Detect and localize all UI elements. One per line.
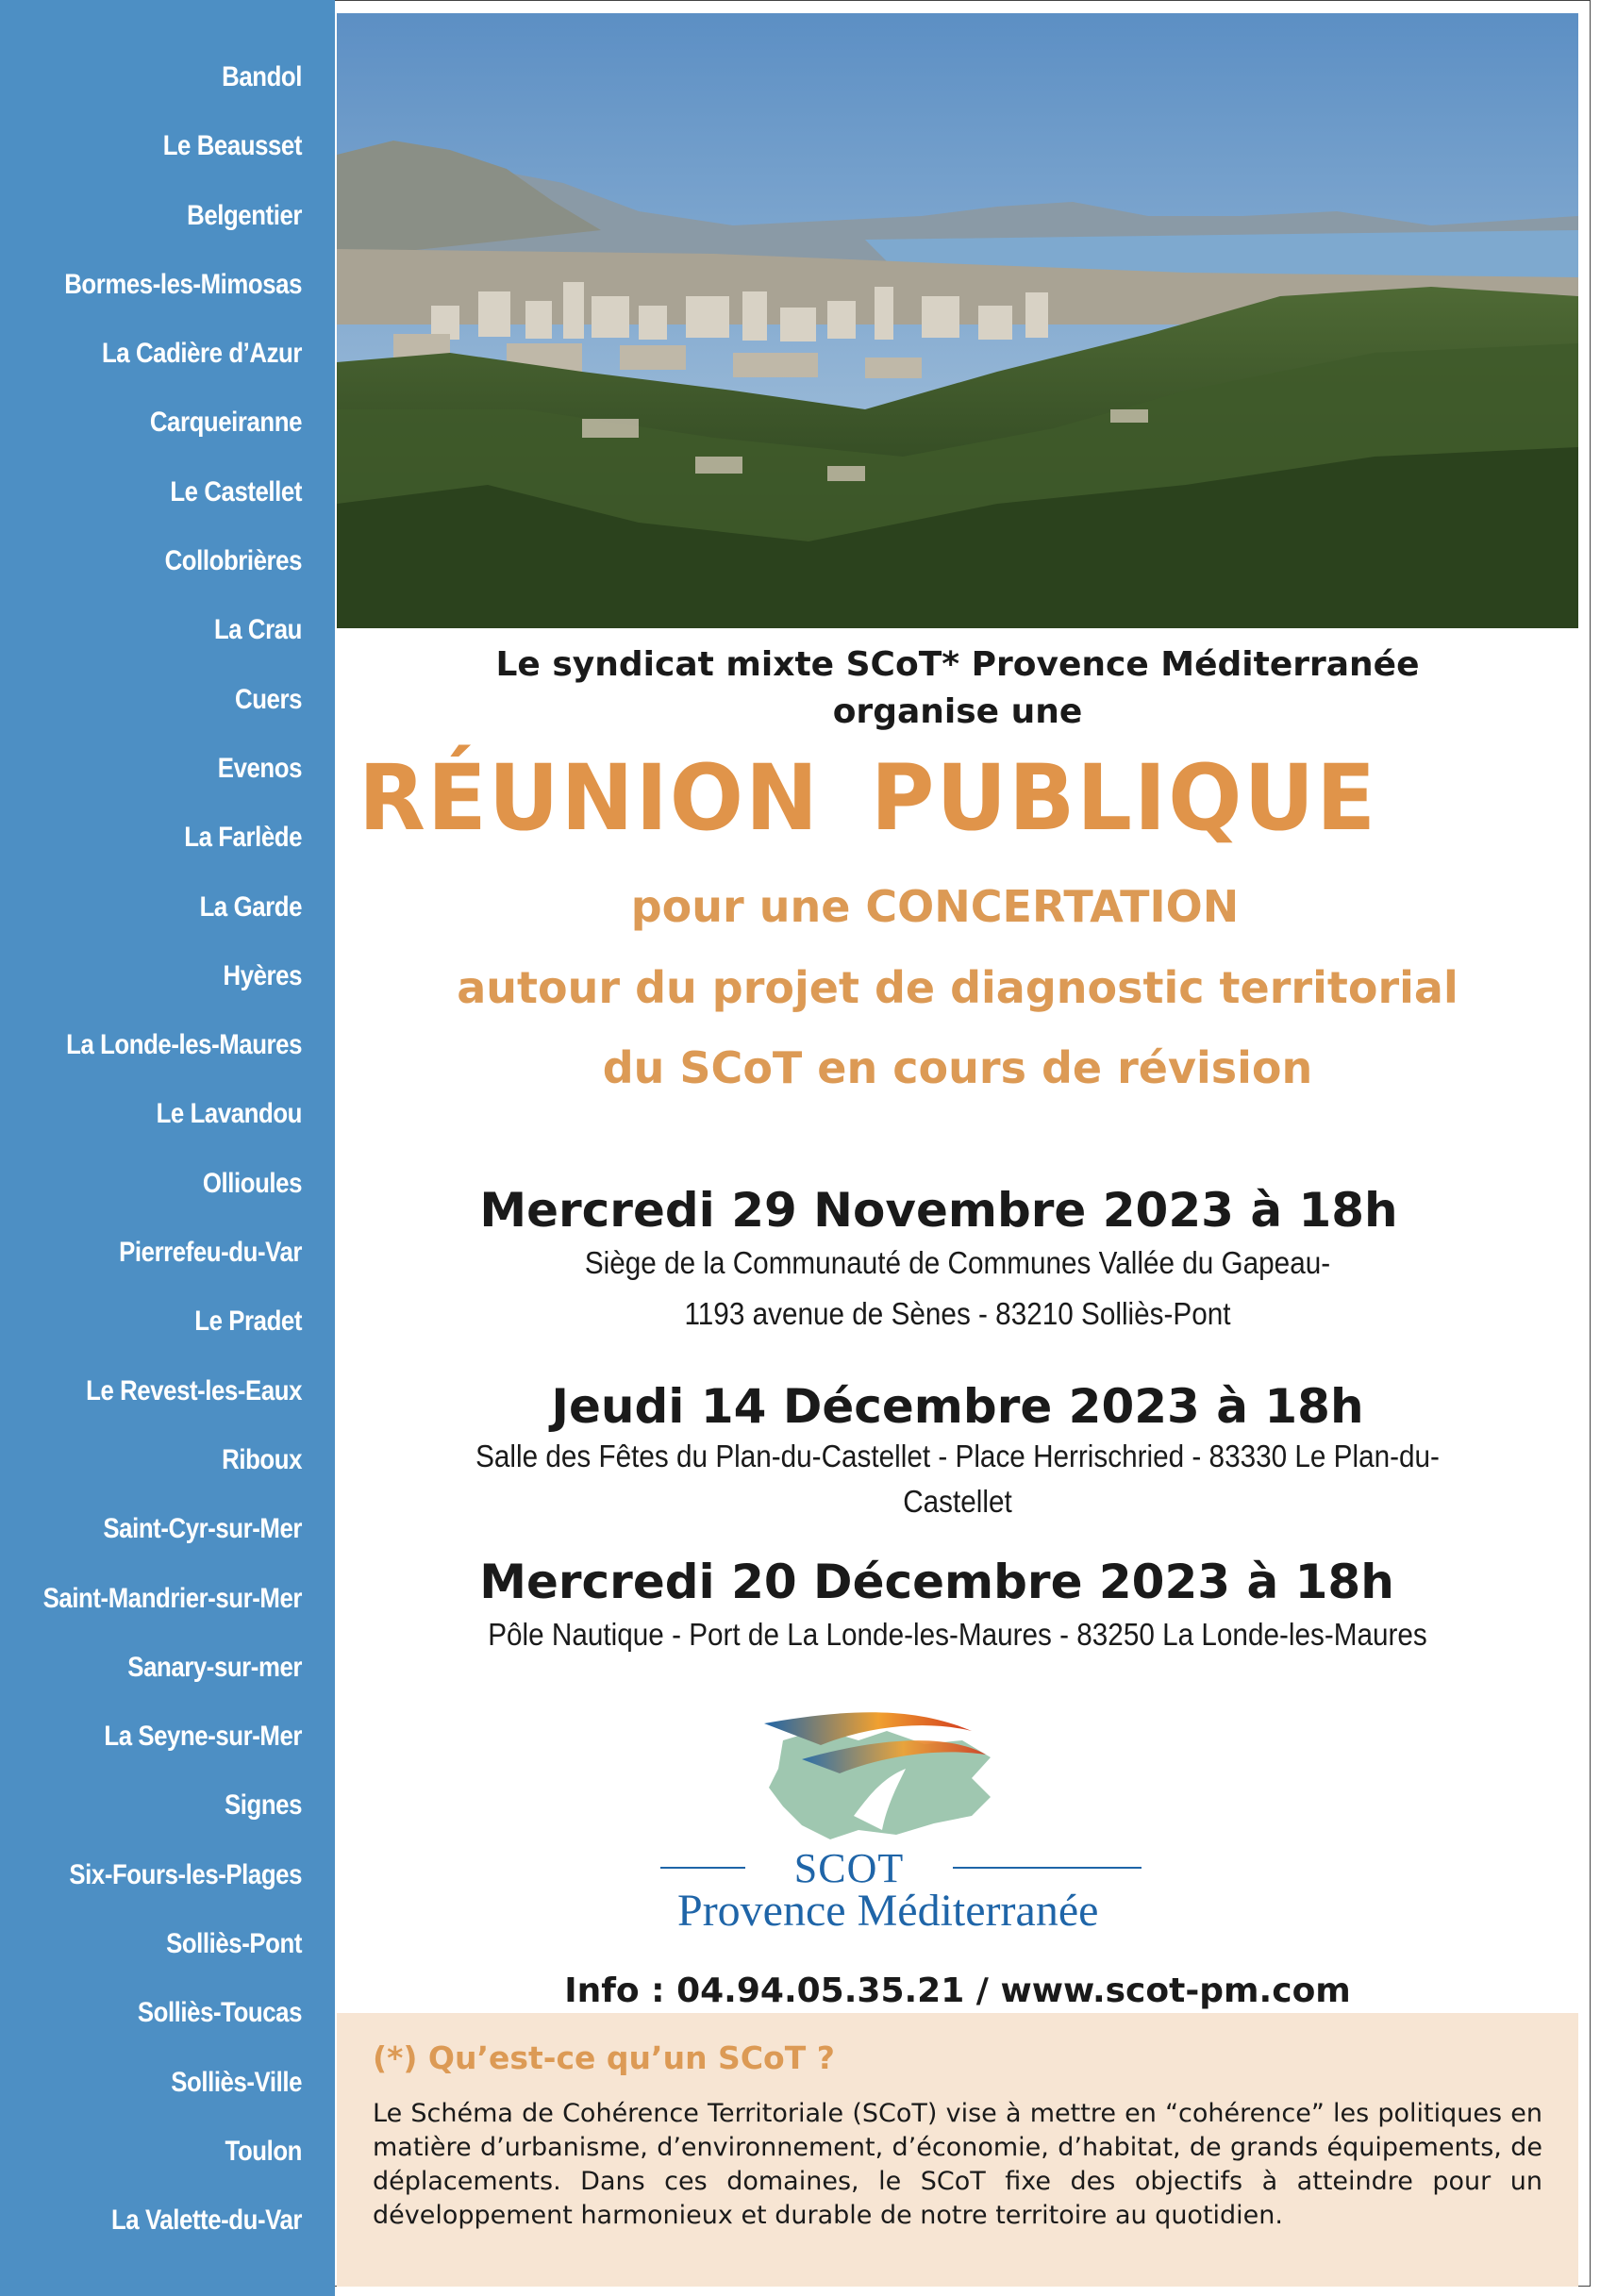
commune-item: Le Lavandou — [156, 1098, 302, 1130]
event-address-line-1: Pôle Nautique - Port de La Londe-les-Maures - 83250 La Londe-les-Maures — [488, 1617, 1427, 1652]
commune-item: Carqueiranne — [149, 407, 302, 439]
event-date: Mercredi 29 Novembre 2023 à 18h — [479, 1183, 1398, 1238]
event-address-line-1: Siège de la Communauté de Communes Vallée du Gapeau- — [584, 1245, 1331, 1280]
logo-text-provence: Provence Méditerranée — [677, 1886, 1099, 1936]
definition-body: Le Schéma de Cohérence Territoriale (SCoT) vise à mettre en “cohérence” les politiques en matière d’urbanisme, d’environnement, d’économie, d’habitat, de grands équipements, de déplacements. Dans ces domaines, le SCoT fixe des objectifs à atteindre pour un développement harmonieux et durable de notre territoire au quotidien. — [373, 2099, 1542, 2230]
title-word-1: RÉUNION — [358, 745, 821, 851]
title-word-2: PUBLIQUE — [870, 745, 1377, 851]
definition-title: (*) Qu’est-ce qu’un SCoT ? — [373, 2039, 835, 2076]
commune-item: Ollioules — [202, 1167, 302, 1199]
subtitle-line-1: pour une CONCERTATION — [630, 881, 1240, 932]
logo-text-scot: SCOT — [793, 1845, 905, 1891]
event-date: Mercredi 20 Décembre 2023 à 18h — [479, 1555, 1394, 1609]
scot-definition-box — [337, 2013, 1578, 2287]
commune-item: Sanary-sur-mer — [127, 1651, 302, 1683]
event-address-line-2: Castellet — [903, 1484, 1012, 1519]
commune-item: Le Beausset — [162, 130, 302, 162]
commune-item: Evenos — [217, 752, 302, 784]
event-date: Jeudi 14 Décembre 2023 à 18h — [551, 1379, 1364, 1434]
event-1 — [337, 1183, 1578, 1339]
commune-item: Bormes-les-Mimosas — [64, 268, 302, 300]
commune-item: La Seyne-sur-Mer — [104, 1721, 302, 1753]
commune-item: Six-Fours-les-Plages — [69, 1858, 302, 1890]
event-address-line-2: 1193 avenue de Sènes - 83210 Solliès-Pont — [684, 1296, 1231, 1331]
scot-logo — [660, 1703, 1226, 1943]
commune-item: La Londe-les-Maures — [66, 1029, 302, 1061]
commune-list — [0, 58, 302, 2271]
commune-item: Signes — [224, 1789, 302, 1822]
subtitle-line-3: du SCoT en cours de révision — [602, 1042, 1313, 1093]
commune-item: La Cadière d’Azur — [101, 338, 302, 370]
event-address-line-1: Salle des Fêtes du Plan-du-Castellet - Place Herrischried - 83330 Le Plan-du- — [475, 1439, 1440, 1473]
commune-item: Solliès-Ville — [171, 2066, 302, 2098]
event-3 — [337, 1555, 1578, 1660]
commune-item: Collobrières — [164, 545, 302, 577]
commune-item: La Valette-du-Var — [110, 2204, 302, 2237]
commune-item: La Garde — [199, 890, 302, 923]
commune-item: Le Revest-les-Eaux — [86, 1374, 302, 1406]
commune-item: Solliès-Pont — [166, 1928, 302, 1960]
commune-item: Cuers — [235, 683, 302, 715]
commune-item: Bandol — [222, 61, 302, 92]
subtitle-line-2: autour du projet de diagnostic territorial — [457, 962, 1458, 1013]
organizer-line: Le syndicat mixte SCoT* Provence Méditerranée — [495, 645, 1420, 684]
organizer-line-2: organise une — [832, 692, 1083, 731]
commune-item: Saint-Mandrier-sur-Mer — [42, 1582, 302, 1614]
commune-item: Hyères — [223, 959, 302, 991]
commune-item: Le Castellet — [170, 475, 302, 507]
commune-item: Solliès-Toucas — [137, 1997, 302, 2029]
commune-item: Riboux — [222, 1443, 302, 1475]
contact-info: Info : 04.94.05.35.21 / www.scot-pm.com — [564, 1972, 1351, 2010]
commune-item: Toulon — [225, 2135, 302, 2167]
commune-item: Belgentier — [187, 199, 302, 231]
commune-item: Saint-Cyr-sur-Mer — [103, 1513, 302, 1545]
main-title — [358, 745, 1536, 851]
toulon-panorama-photo — [337, 13, 1578, 628]
commune-item: Le Pradet — [194, 1306, 302, 1338]
commune-item: Pierrefeu-du-Var — [119, 1237, 302, 1269]
commune-item: La Farlède — [184, 822, 302, 854]
communes-sidebar — [0, 0, 335, 2296]
event-2 — [337, 1379, 1578, 1524]
commune-item: La Crau — [213, 614, 302, 646]
